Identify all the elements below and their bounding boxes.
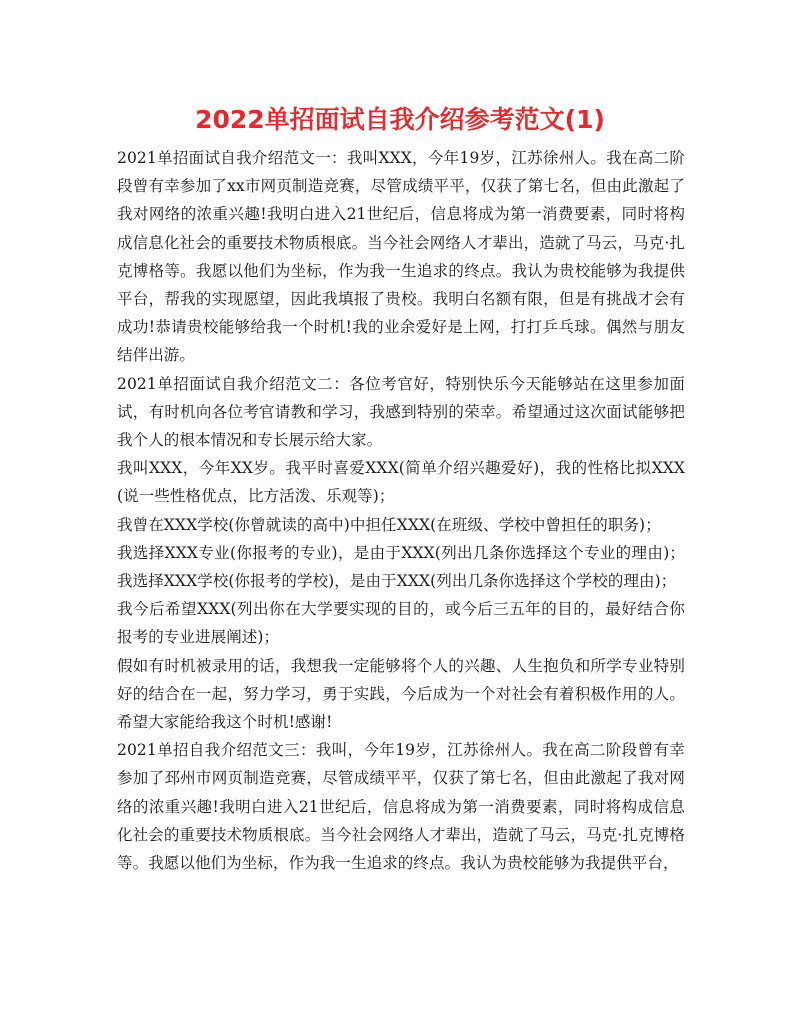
- paragraph-3: 我叫XXX，今年XX岁。我平时喜爱XXX(简单介绍兴趣爱好)，我的性格比拟XXX(说一些性格优点，比方活泼、乐观等)；: [117, 459, 685, 506]
- paragraph-2: 2021单招面试自我介绍范文二：各位考官好，特别快乐今天能够站在这里参加面试，有时机向各位考官请教和学习，我感到特别的荣幸。希望通过这次面试能够把我个人的根本情况和专长展示给大家。: [117, 374, 685, 450]
- paragraph-8: 2021单招自我介绍范文三：我叫，今年19岁，江苏徐州人。我在高二阶段曾有幸参加了邳州市网页制造竞赛，尽管成绩平平，仅获了第七名，但由此激起了我对网络的浓重兴趣!我明白进入21世纪后，信息将成为第一消费要素，同时将构成信息化社会的重要技术物质根底。当今社会网络人才辈出，造就了马云，马克·扎克博格等。我愿以他们为坐标，作为我一生追求的终点。我认为贵校能够为我提供平台，: [117, 741, 685, 873]
- document-body: [117, 144, 685, 877]
- paragraph-5: 我选择XXX专业(你报考的专业)，是由于XXX(列出几条你选择这个专业的理由)；我选择XXX学校(你报考的学校)，是由于XXX(列出几条你选择这个学校的理由)；: [117, 543, 685, 591]
- document-title: 2022单招面试自我介绍参考范文(1): [195, 105, 605, 134]
- paragraph-4: 我曾在XXX学校(你曾就读的高中)中担任XXX(在班级、学校中曾担任的职务)；: [117, 515, 661, 534]
- paragraph-7: 假如有时机被录用的话，我想我一定能够将个人的兴趣、人生抱负和所学专业特别好的结合在一起，努力学习，勇于实践，今后成为一个对社会有着积极作用的人。希望大家能给我这个时机!感谢!: [117, 656, 685, 732]
- paragraph-1: 2021单招面试自我介绍范文一：我叫XXX，今年19岁，江苏徐州人。我在高二阶段曾有幸参加了xx市网页制造竞赛，尽管成绩平平，仅获了第七名，但由此激起了我对网络的浓重兴趣!我明白进入21世纪后，信息将成为第一消费要素，同时将构成信息化社会的重要技术物质根底。当今社会网络人才辈出，造就了马云，马克·扎克博格等。我愿以他们为坐标，作为我一生追求的终点。我认为贵校能够为我提供平台，帮我的实现愿望，因此我填报了贵校。我明白名额有限，但是有挑战才会有成功!恭请贵校能够给我一个时机!我的业余爱好是上网，打打乒乓球。偶然与朋友结伴出游。: [117, 149, 685, 365]
- paragraph-6: 我今后希望XXX(列出你在大学要实现的目的，或今后三五年的目的，最好结合你报考的专业进展阐述)；: [117, 600, 685, 647]
